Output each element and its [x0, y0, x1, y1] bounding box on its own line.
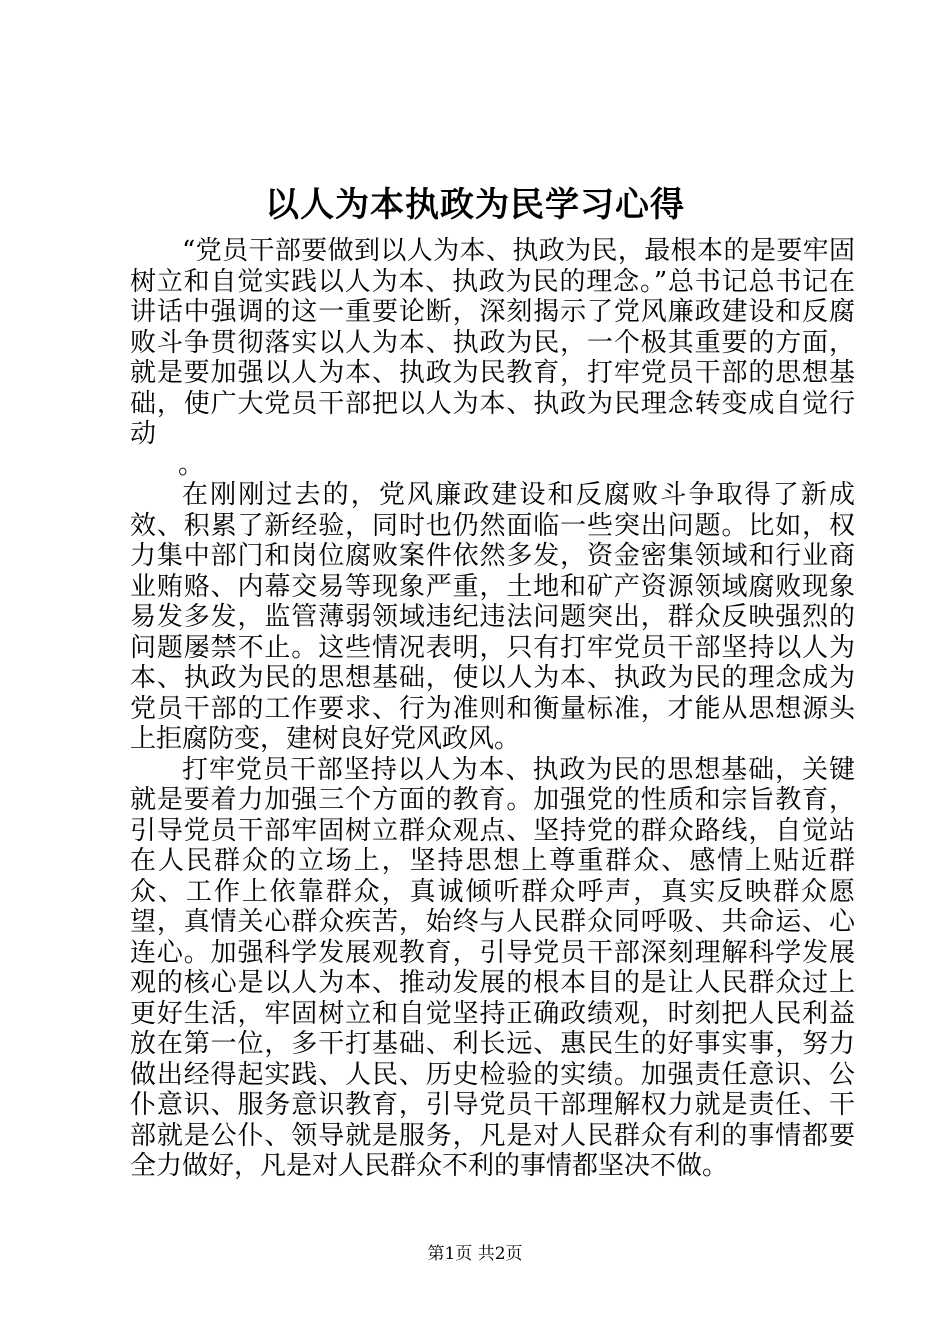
document-body	[130, 236, 855, 1182]
page-footer: 第1页 共2页	[427, 1244, 523, 1264]
paragraph-2: 在刚刚过去的，党风廉政建设和反腐败斗争取得了新成效、积累了新经验，同时也仍然面临一些突出问题。比如，权力集中部门和岗位腐败案件依然多发，资金密集领域和行业商业贿赂、内幕交易等现象严重，土地和矿产资源领域腐败现象易发多发，监管薄弱领域违纪违法问题突出，群众反映强烈的问题屡禁不止。这些情况表明，只有打牢党员干部坚持以人为本、执政为民的思想基础，使以人为本、执政为民的理念成为党员干部的工作要求、行为准则和衡量标准，才能从思想源头上拒腐防变，建树良好党风政风。	[130, 480, 855, 754]
document-title: 以人为本执政为民学习心得	[265, 185, 685, 225]
paragraph-1-period: 。	[178, 449, 205, 480]
paragraph-1: “党员干部要做到以人为本、执政为民，最根本的是要牢固树立和自觉实践以人为本、执政为民的理念。”总书记总书记在讲话中强调的这一重要论断，深刻揭示了党风廉政建设和反腐败斗争贯彻落实以人为本、执政为民，一个极其重要的方面，就是要加强以人为本、执政为民教育，打牢党员干部的思想基础，使广大党员干部把以人为本、执政为民理念转变成自觉行动	[130, 236, 855, 449]
paragraph-3: 打牢党员干部坚持以人为本、执政为民的思想基础，关键就是要着力加强三个方面的教育。加强党的性质和宗旨教育，引导党员干部牢固树立群众观点、坚持党的群众路线，自觉站在人民群众的立场上，坚持思想上尊重群众、感情上贴近群众、工作上依靠群众，真诚倾听群众呼声，真实反映群众愿望，真情关心群众疾苦，始终与人民群众同呼吸、共命运、心连心。加强科学发展观教育，引导党员干部深刻理解科学发展观的核心是以人为本、推动发展的根本目的是让人民群众过上更好生活，牢固树立和自觉坚持正确政绩观，时刻把人民利益放在第一位，多干打基础、利长远、惠民生的好事实事，努力做出经得起实践、人民、历史检验的实绩。加强责任意识、公仆意识、服务意识教育，引导党员干部理解权力就是责任、干部就是公仆、领导就是服务，凡是对人民群众有利的事情都要全力做好，凡是对人民群众不利的事情都坚决不做。	[130, 754, 855, 1181]
